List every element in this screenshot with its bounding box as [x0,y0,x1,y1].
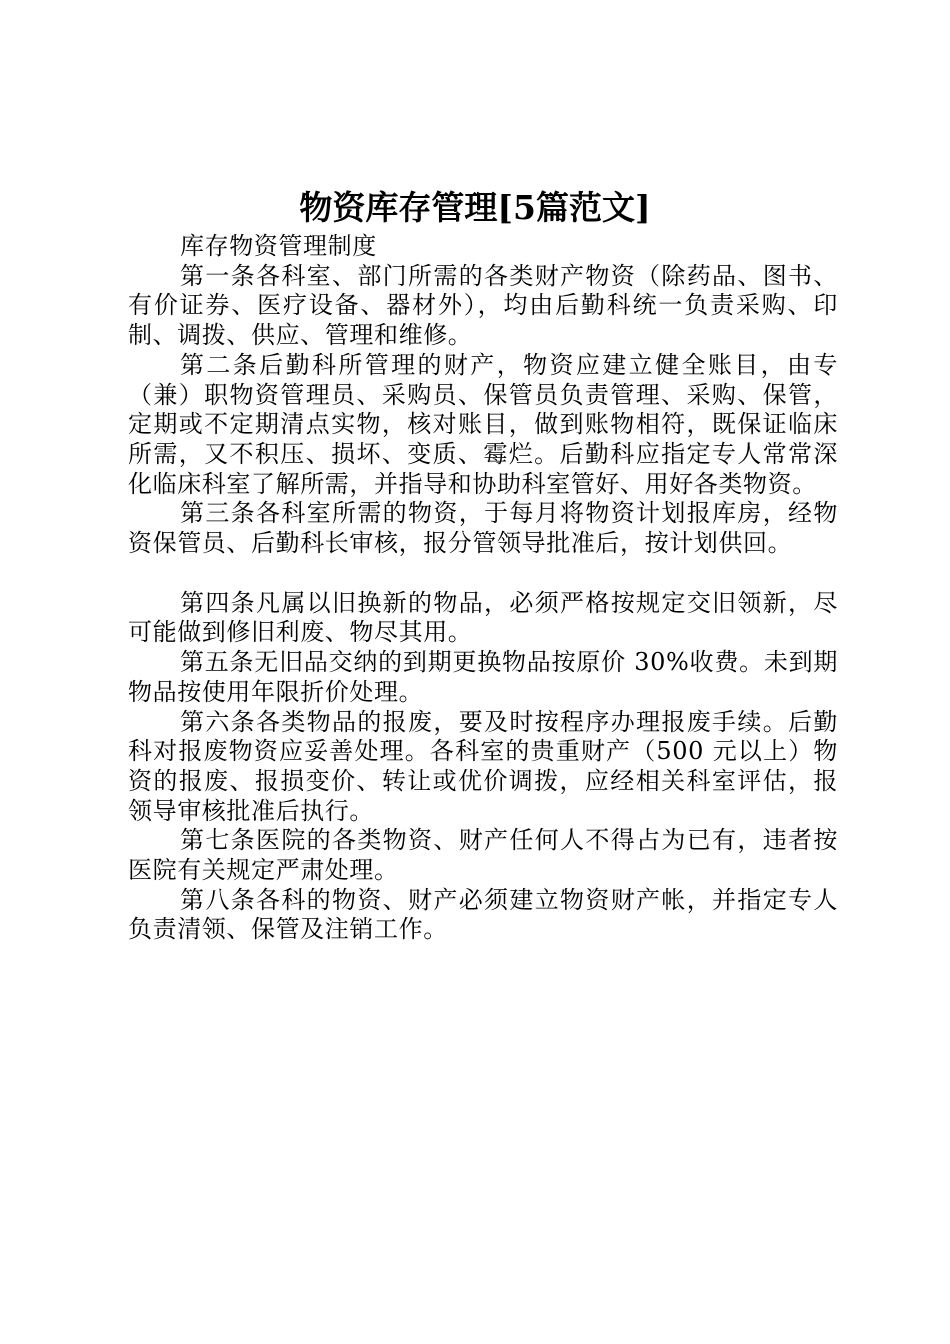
article-7-paragraph: 第七条医院的各类物资、财产任何人不得占为已有，违者按医院有关规定严肃处理。 [128,826,838,885]
document-body [128,232,838,945]
article-8-paragraph: 第八条各科的物资、财产必须建立物资财产帐，并指定专人负责清领、保管及注销工作。 [128,885,838,944]
article-5-paragraph: 第五条无旧品交纳的到期更换物品按原价 30%收费。未到期物品按使用年限折价处理。 [128,648,838,706]
section-heading: 库存物资管理制度 [180,232,377,260]
article-4-paragraph: 第四条凡属以旧换新的物品，必须严格按规定交旧领新，尽可能做到修旧利废、物尽其用。 [128,588,838,647]
document-title: 物资库存管理[5篇范文] [299,188,651,227]
article-3-paragraph: 第三条各科室所需的物资，于每月将物资计划报库房，经物资保管员、后勤科长审核，报分管领导批准后，按计划供回。 [128,499,838,558]
article-1-paragraph: 第一条各科室、部门所需的各类财产物资（除药品、图书、有价证券、医疗设备、器材外），均由后勤科统一负责采购、印制、调拨、供应、管理和维修。 [128,261,838,350]
article-6-paragraph: 第六条各类物品的报废，要及时按程序办理报废手续。后勤科对报废物资应妥善处理。各科室的贵重财产（500 元以上）物资的报废、报损变价、转让或优价调拨，应经相关科室评估，报领导审核批准后执行。 [128,707,838,825]
article-2-paragraph: 第二条后勤科所管理的财产，物资应建立健全账目，由专（兼）职物资管理员、采购员、保管员负责管理、采购、保管，定期或不定期清点实物，核对账目，做到账物相符，既保证临床所需，又不积压、损坏、变质、霉烂。后勤科应指定专人常常深化临床科室了解所需，并指导和协助科室管好、用好各类物资。 [128,350,838,498]
